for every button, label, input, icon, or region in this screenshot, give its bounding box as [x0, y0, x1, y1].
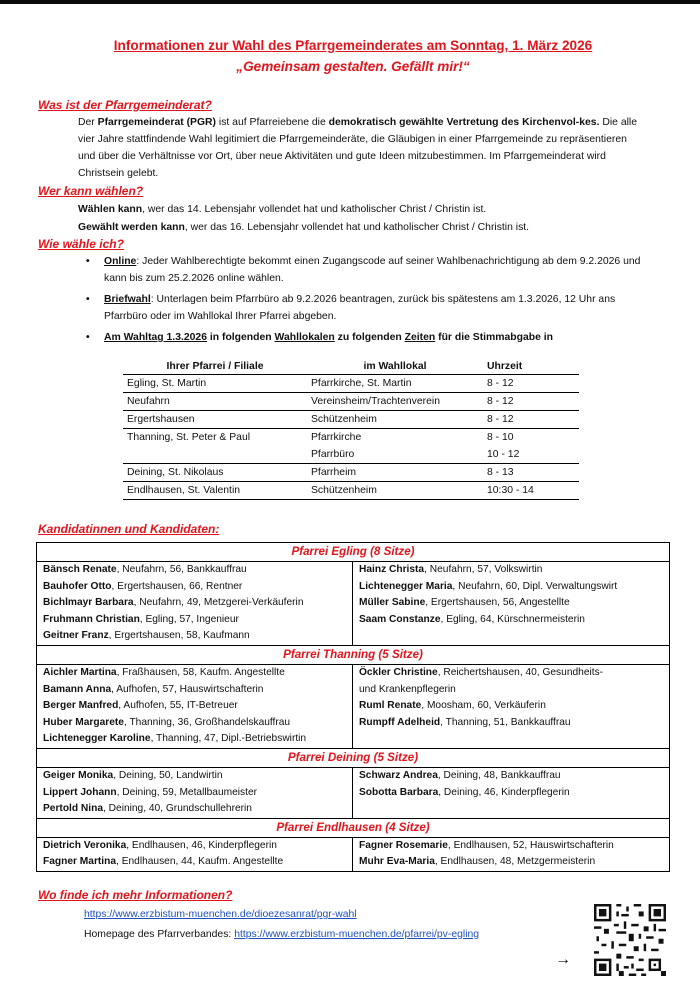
candidate-entry: Fruhmann Christian, Egling, 57, Ingenieur — [43, 613, 239, 625]
candidate-column-right — [352, 562, 667, 645]
table-cell: 8 - 12 — [487, 378, 514, 389]
candidate-entry: Hainz Christa, Neufahrn, 57, Volkswirtin — [359, 564, 543, 575]
candidate-column-left — [37, 838, 352, 871]
candidate-entry: Bichlmayr Barbara, Neufahrn, 49, Metzgerei-Verkäuferin — [43, 597, 304, 609]
candidate-entry: Schwarz Andrea, Deining, 48, Bankkauffrau — [359, 769, 561, 781]
section-heading-how: Wie wähle ich? — [38, 237, 124, 251]
polling-stations-table — [123, 360, 579, 500]
candidate-entry: Lichtenegger Karoline, Thanning, 47, Dipl.-Betriebswirtin — [43, 733, 307, 745]
list-item-online: • Online: Jeder Wahlberechtigte bekommt einen Zugangscode auf seiner Wahlbenachrichtigung ab dem 9.2.2026 und kann bis zum 25.2.2026 online wählen. — [104, 253, 644, 287]
table-cell: 8 - 10 — [483, 429, 579, 447]
candidate-entry: und Krankenpflegerin — [359, 683, 456, 695]
table-row — [123, 446, 579, 464]
table-cell: Deining, St. Nikolaus — [123, 464, 307, 482]
table-cell: 8 - 12 — [483, 393, 579, 411]
table-cell: 10 - 12 — [487, 449, 520, 460]
column-header: Uhrzeit — [483, 360, 579, 375]
parish-title-thanning: Pfarrei Thanning (5 Sitze) — [283, 647, 423, 661]
page-subtitle: „Gemeinsam gestalten. Gefällt mir!“ — [236, 59, 470, 74]
candidate-entry: Rumpff Adelheid, Thanning, 51, Bankkauffrau — [359, 716, 571, 728]
candidate-entry: Dietrich Veronika, Endlhausen, 46, Kinderpflegerin — [43, 839, 277, 851]
info-link-line — [84, 906, 668, 924]
candidate-column-left — [37, 665, 352, 748]
parish-title-egling: Pfarrei Egling (8 Sitze) — [291, 545, 415, 558]
table-cell: 8 - 13 — [483, 464, 579, 482]
table-row — [123, 429, 579, 447]
candidate-column-left — [37, 562, 352, 645]
table-header-row — [123, 360, 579, 375]
candidate-entry: Aichler Martina, Fraßhausen, 58, Kaufm. Angestellte — [43, 666, 285, 678]
candidate-entry: Huber Margarete, Thanning, 36, Großhandelskauffrau — [43, 716, 291, 728]
list-item-wahltag: • Am Wahltag 1.3.2026 in folgenden Wahllokalen zu folgenden Zeiten für die Stimmabgabe in — [104, 329, 644, 346]
page-title: Informationen zur Wahl des Pfarrgemeinderates am Sonntag, 1. März 2026 — [113, 38, 593, 53]
candidate-entry: Muhr Eva-Maria, Endlhausen, 48, Metzgermeisterin — [359, 856, 596, 868]
candidate-entry: Geiger Monika, Deining, 50, Landwirtin — [43, 769, 223, 781]
list-item-briefwahl: • Briefwahl: Unterlagen beim Pfarrbüro ab 9.2.2026 beantragen, zurück bis spätestens am 1.3.2026, 12 Uhr ans Pfarrbüro oder im Wahllokal Ihrer Pfarrei abgeben. — [104, 291, 644, 325]
candidate-column-left — [37, 768, 352, 818]
table-cell: Vereinsheim/Trachtenverein — [307, 393, 483, 411]
candidate-entry: Fagner Martina, Endlhausen, 44, Kaufm. Angestellte — [43, 856, 284, 868]
voting-methods-list — [38, 253, 668, 346]
homepage-link[interactable]: https://www.erzbistum-muenchen.de/pfarrei/pv-egling — [234, 928, 480, 940]
candidate-entry: Fagner Rosemarie, Endlhausen, 52, Hauswirtschafterin — [359, 839, 614, 851]
table-cell: Ergertshausen — [123, 411, 307, 429]
parish-body-endlhausen — [37, 837, 669, 871]
candidate-column-right — [352, 768, 667, 818]
table-cell: Schützenheim — [307, 411, 483, 429]
parish-title-deining: Pfarrei Deining (5 Sitze) — [287, 750, 419, 764]
qr-code[interactable] — [594, 904, 666, 976]
candidate-entry: Berger Manfred, Aufhofen, 55, IT-Betreuer — [43, 700, 238, 712]
homepage-label: Homepage des Pfarrverbandes: — [84, 928, 235, 940]
table-cell: Pfarrkirche, St. Martin — [311, 378, 412, 389]
candidate-entry: Saam Constanze, Egling, 64, Kürschnermeisterin — [359, 613, 585, 625]
table-cell: Neufahrn — [123, 393, 307, 411]
table-cell — [123, 446, 307, 464]
pgr-wahl-link[interactable]: https://www.erzbistum-muenchen.de/dioezesanrat/pgr-wahl — [84, 908, 357, 920]
candidate-entry: Bänsch Renate, Neufahrn, 56, Bankkauffrau — [43, 564, 247, 575]
candidate-entry: Geitner Franz, Ergertshausen, 58, Kaufmann — [43, 630, 250, 642]
candidate-entry: Öckler Christine, Reichertshausen, 40, Gesundheits- — [359, 666, 604, 678]
candidate-entry: Müller Sabine, Ergertshausen, 56, Angestellte — [359, 597, 570, 609]
table-cell: Egling, St. Martin — [127, 378, 207, 389]
table-cell: Pfarrbüro — [311, 449, 355, 460]
parish-body-thanning — [37, 664, 669, 749]
who-line-vote: Wählen kann, wer das 14. Lebensjahr vollendet hat und katholischer Christ / Christin ist. — [78, 204, 487, 215]
table-cell: Thanning, St. Peter & Paul — [123, 429, 307, 447]
candidate-entry: Lippert Johann, Deining, 59, Metallbaumeister — [43, 786, 258, 798]
top-border — [0, 0, 700, 4]
section-heading-more-info: Wo finde ich mehr Informationen? — [38, 887, 233, 902]
candidate-entry: Sobotta Barbara, Deining, 46, Kinderpflegerin — [359, 786, 570, 798]
table-cell: 8 - 12 — [483, 411, 579, 429]
candidate-entry: Pertold Nina, Deining, 40, Grundschullehrerin — [43, 803, 252, 815]
candidate-entry: Lichtenegger Maria, Neufahrn, 60, Dipl. Verwaltungswirt — [359, 580, 618, 592]
candidate-entry: Bamann Anna, Aufhofen, 57, Hauswirtschafterin — [43, 683, 264, 695]
table-row — [123, 411, 579, 429]
table-row — [123, 464, 579, 482]
table-cell: Endlhausen, St. Valentin — [123, 482, 307, 500]
candidate-column-right — [352, 665, 667, 748]
section-heading-who: Wer kann wählen? — [38, 184, 144, 198]
parish-body-egling — [37, 561, 669, 646]
document-page — [38, 30, 668, 944]
section-heading-candidates: Kandidatinnen und Kandidaten: — [38, 522, 220, 536]
column-header: Ihrer Pfarrei / Filiale — [123, 360, 307, 375]
who-line-elected: Gewählt werden kann, wer das 16. Lebensjahr vollendet hat und katholischer Christ / Christin ist. — [78, 222, 530, 233]
table-cell: Schützenheim — [307, 482, 483, 500]
parish-body-deining — [37, 767, 669, 819]
table-row — [123, 482, 579, 500]
table-cell: Pfarrkirche — [307, 429, 483, 447]
table-row — [123, 393, 579, 411]
candidates-box — [36, 542, 670, 872]
arrow-right-icon: → — [555, 951, 571, 968]
section-heading-what: Was ist der Pfarrgemeinderat? — [38, 98, 212, 112]
table-cell: Pfarrheim — [307, 464, 483, 482]
homepage-line — [84, 926, 668, 944]
parish-title-endlhausen: Pfarrei Endlhausen (4 Sitze) — [276, 820, 430, 834]
table-row — [123, 375, 579, 393]
table-cell: 10:30 - 14 — [483, 482, 579, 500]
column-header: im Wahllokal — [307, 360, 483, 375]
candidate-entry: Ruml Renate, Moosham, 60, Verkäuferin — [359, 700, 546, 712]
candidate-entry: Bauhofer Otto, Ergertshausen, 66, Rentner — [43, 580, 243, 592]
candidate-column-right — [352, 838, 667, 871]
section-what-paragraph: Der Pfarrgemeinderat (PGR) ist auf Pfarreiebene die demokratisch gewählte Vertretung des Kirchenvol-kes. Die alle vier Jahre stattfindende Wahl legitimiert die Pfarrgemeinderäte, die Gläubigen in einer Pfarrgemeinde zu repräsentieren und über die Verhältnisse vor Ort, über neue Aktivitäten und gute Ideen mitzubestimmen. Im Pfarrgemeinderat wird Christsein gelebt. — [78, 117, 638, 179]
